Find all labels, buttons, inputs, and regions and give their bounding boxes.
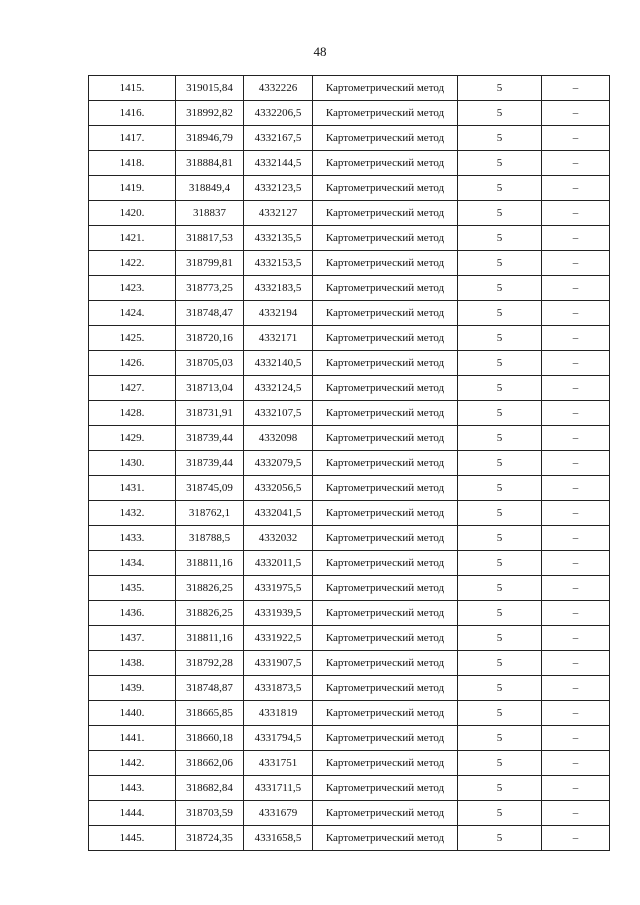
table-row: [89, 401, 610, 426]
x-coordinate-cell: 318739,44: [176, 451, 244, 476]
accuracy-cell: 5: [458, 426, 542, 451]
note-cell: –: [542, 526, 610, 551]
x-coordinate-cell: 318826,25: [176, 576, 244, 601]
accuracy-cell: 5: [458, 476, 542, 501]
note-cell: –: [542, 651, 610, 676]
method-cell: Картометрический метод: [313, 601, 458, 626]
method-cell: Картометрический метод: [313, 626, 458, 651]
note-cell: –: [542, 126, 610, 151]
table-row: [89, 551, 610, 576]
x-coordinate-cell: 318662,06: [176, 751, 244, 776]
y-coordinate-cell: 4332056,5: [244, 476, 313, 501]
x-coordinate-cell: 318811,16: [176, 551, 244, 576]
method-cell: Картометрический метод: [313, 101, 458, 126]
method-cell: Картометрический метод: [313, 501, 458, 526]
table-row: [89, 826, 610, 851]
point-number-cell: 1426.: [89, 351, 176, 376]
y-coordinate-cell: 4331711,5: [244, 776, 313, 801]
y-coordinate-cell: 4332171: [244, 326, 313, 351]
x-coordinate-cell: 319015,84: [176, 76, 244, 101]
table-row: [89, 626, 610, 651]
table-row: [89, 151, 610, 176]
method-cell: Картометрический метод: [313, 351, 458, 376]
point-number-cell: 1444.: [89, 801, 176, 826]
note-cell: –: [542, 601, 610, 626]
table-row: [89, 201, 610, 226]
y-coordinate-cell: 4332123,5: [244, 176, 313, 201]
table-row: [89, 326, 610, 351]
accuracy-cell: 5: [458, 201, 542, 226]
accuracy-cell: 5: [458, 101, 542, 126]
note-cell: –: [542, 751, 610, 776]
accuracy-cell: 5: [458, 151, 542, 176]
table-row: [89, 251, 610, 276]
x-coordinate-cell: 318946,79: [176, 126, 244, 151]
note-cell: –: [542, 801, 610, 826]
x-coordinate-cell: 318992,82: [176, 101, 244, 126]
note-cell: –: [542, 176, 610, 201]
accuracy-cell: 5: [458, 451, 542, 476]
table-row: [89, 101, 610, 126]
x-coordinate-cell: 318703,59: [176, 801, 244, 826]
y-coordinate-cell: 4332153,5: [244, 251, 313, 276]
point-number-cell: 1434.: [89, 551, 176, 576]
accuracy-cell: 5: [458, 76, 542, 101]
y-coordinate-cell: 4331939,5: [244, 601, 313, 626]
y-coordinate-cell: 4332135,5: [244, 226, 313, 251]
accuracy-cell: 5: [458, 676, 542, 701]
accuracy-cell: 5: [458, 501, 542, 526]
accuracy-cell: 5: [458, 226, 542, 251]
method-cell: Картометрический метод: [313, 226, 458, 251]
y-coordinate-cell: 4332107,5: [244, 401, 313, 426]
method-cell: Картометрический метод: [313, 726, 458, 751]
table-row: [89, 76, 610, 101]
x-coordinate-cell: 318811,16: [176, 626, 244, 651]
x-coordinate-cell: 318748,87: [176, 676, 244, 701]
y-coordinate-cell: 4332127: [244, 201, 313, 226]
x-coordinate-cell: 318713,04: [176, 376, 244, 401]
y-coordinate-cell: 4331975,5: [244, 576, 313, 601]
accuracy-cell: 5: [458, 626, 542, 651]
x-coordinate-cell: 318773,25: [176, 276, 244, 301]
point-number-cell: 1431.: [89, 476, 176, 501]
point-number-cell: 1420.: [89, 201, 176, 226]
x-coordinate-cell: 318826,25: [176, 601, 244, 626]
y-coordinate-cell: 4332011,5: [244, 551, 313, 576]
note-cell: –: [542, 226, 610, 251]
x-coordinate-cell: 318660,18: [176, 726, 244, 751]
method-cell: Картометрический метод: [313, 651, 458, 676]
x-coordinate-cell: 318799,81: [176, 251, 244, 276]
table-row: [89, 751, 610, 776]
note-cell: –: [542, 826, 610, 851]
method-cell: Картометрический метод: [313, 151, 458, 176]
method-cell: Картометрический метод: [313, 401, 458, 426]
y-coordinate-cell: 4331751: [244, 751, 313, 776]
page-number: 48: [313, 44, 327, 59]
y-coordinate-cell: 4331819: [244, 701, 313, 726]
note-cell: –: [542, 626, 610, 651]
accuracy-cell: 5: [458, 126, 542, 151]
table-row: [89, 676, 610, 701]
note-cell: –: [542, 101, 610, 126]
point-number-cell: 1445.: [89, 826, 176, 851]
method-cell: Картометрический метод: [313, 476, 458, 501]
y-coordinate-cell: 4332183,5: [244, 276, 313, 301]
note-cell: –: [542, 351, 610, 376]
table-row: [89, 226, 610, 251]
accuracy-cell: 5: [458, 651, 542, 676]
x-coordinate-cell: 318745,09: [176, 476, 244, 501]
y-coordinate-cell: 4332167,5: [244, 126, 313, 151]
accuracy-cell: 5: [458, 326, 542, 351]
method-cell: Картометрический метод: [313, 201, 458, 226]
y-coordinate-cell: 4331679: [244, 801, 313, 826]
method-cell: Картометрический метод: [313, 701, 458, 726]
point-number-cell: 1437.: [89, 626, 176, 651]
accuracy-cell: 5: [458, 276, 542, 301]
y-coordinate-cell: 4332140,5: [244, 351, 313, 376]
note-cell: –: [542, 476, 610, 501]
method-cell: Картометрический метод: [313, 551, 458, 576]
note-cell: –: [542, 401, 610, 426]
note-cell: –: [542, 551, 610, 576]
table-row: [89, 576, 610, 601]
y-coordinate-cell: 4332079,5: [244, 451, 313, 476]
x-coordinate-cell: 318762,1: [176, 501, 244, 526]
point-number-cell: 1441.: [89, 726, 176, 751]
method-cell: Картометрический метод: [313, 251, 458, 276]
point-number-cell: 1438.: [89, 651, 176, 676]
method-cell: Картометрический метод: [313, 126, 458, 151]
y-coordinate-cell: 4331907,5: [244, 651, 313, 676]
point-number-cell: 1439.: [89, 676, 176, 701]
method-cell: Картометрический метод: [313, 276, 458, 301]
x-coordinate-cell: 318705,03: [176, 351, 244, 376]
x-coordinate-cell: 318682,84: [176, 776, 244, 801]
point-number-cell: 1432.: [89, 501, 176, 526]
method-cell: Картометрический метод: [313, 801, 458, 826]
accuracy-cell: 5: [458, 576, 542, 601]
x-coordinate-cell: 318720,16: [176, 326, 244, 351]
note-cell: –: [542, 426, 610, 451]
method-cell: Картометрический метод: [313, 176, 458, 201]
note-cell: –: [542, 326, 610, 351]
x-coordinate-cell: 318724,35: [176, 826, 244, 851]
table-row: [89, 451, 610, 476]
accuracy-cell: 5: [458, 776, 542, 801]
accuracy-cell: 5: [458, 401, 542, 426]
method-cell: Картометрический метод: [313, 326, 458, 351]
y-coordinate-cell: 4331922,5: [244, 626, 313, 651]
y-coordinate-cell: 4332098: [244, 426, 313, 451]
accuracy-cell: 5: [458, 701, 542, 726]
note-cell: –: [542, 301, 610, 326]
point-number-cell: 1425.: [89, 326, 176, 351]
accuracy-cell: 5: [458, 601, 542, 626]
x-coordinate-cell: 318748,47: [176, 301, 244, 326]
x-coordinate-cell: 318739,44: [176, 426, 244, 451]
note-cell: –: [542, 251, 610, 276]
point-number-cell: 1435.: [89, 576, 176, 601]
x-coordinate-cell: 318792,28: [176, 651, 244, 676]
note-cell: –: [542, 701, 610, 726]
point-number-cell: 1427.: [89, 376, 176, 401]
method-cell: Картометрический метод: [313, 676, 458, 701]
x-coordinate-cell: 318849,4: [176, 176, 244, 201]
x-coordinate-cell: 318665,85: [176, 701, 244, 726]
point-number-cell: 1417.: [89, 126, 176, 151]
y-coordinate-cell: 4332032: [244, 526, 313, 551]
note-cell: –: [542, 451, 610, 476]
point-number-cell: 1424.: [89, 301, 176, 326]
point-number-cell: 1430.: [89, 451, 176, 476]
y-coordinate-cell: 4331794,5: [244, 726, 313, 751]
accuracy-cell: 5: [458, 801, 542, 826]
note-cell: –: [542, 76, 610, 101]
x-coordinate-cell: 318837: [176, 201, 244, 226]
coordinates-table: [88, 75, 610, 851]
note-cell: –: [542, 201, 610, 226]
accuracy-cell: 5: [458, 376, 542, 401]
table-row: [89, 651, 610, 676]
point-number-cell: 1440.: [89, 701, 176, 726]
x-coordinate-cell: 318817,53: [176, 226, 244, 251]
table-row: [89, 476, 610, 501]
accuracy-cell: 5: [458, 726, 542, 751]
point-number-cell: 1423.: [89, 276, 176, 301]
y-coordinate-cell: 4332206,5: [244, 101, 313, 126]
note-cell: –: [542, 276, 610, 301]
table-row: [89, 501, 610, 526]
x-coordinate-cell: 318731,91: [176, 401, 244, 426]
accuracy-cell: 5: [458, 351, 542, 376]
table-row: [89, 701, 610, 726]
point-number-cell: 1415.: [89, 76, 176, 101]
y-coordinate-cell: 4332144,5: [244, 151, 313, 176]
note-cell: –: [542, 776, 610, 801]
x-coordinate-cell: 318788,5: [176, 526, 244, 551]
method-cell: Картометрический метод: [313, 826, 458, 851]
table-row: [89, 526, 610, 551]
method-cell: Картометрический метод: [313, 776, 458, 801]
table-row: [89, 426, 610, 451]
method-cell: Картометрический метод: [313, 301, 458, 326]
y-coordinate-cell: 4332194: [244, 301, 313, 326]
accuracy-cell: 5: [458, 551, 542, 576]
table-row: [89, 801, 610, 826]
point-number-cell: 1443.: [89, 776, 176, 801]
coordinates-table-body: [89, 76, 610, 851]
y-coordinate-cell: 4332124,5: [244, 376, 313, 401]
table-row: [89, 301, 610, 326]
accuracy-cell: 5: [458, 301, 542, 326]
accuracy-cell: 5: [458, 251, 542, 276]
y-coordinate-cell: 4331873,5: [244, 676, 313, 701]
point-number-cell: 1419.: [89, 176, 176, 201]
table-row: [89, 726, 610, 751]
accuracy-cell: 5: [458, 526, 542, 551]
point-number-cell: 1416.: [89, 101, 176, 126]
accuracy-cell: 5: [458, 176, 542, 201]
note-cell: –: [542, 576, 610, 601]
method-cell: Картометрический метод: [313, 451, 458, 476]
point-number-cell: 1436.: [89, 601, 176, 626]
note-cell: –: [542, 151, 610, 176]
point-number-cell: 1422.: [89, 251, 176, 276]
method-cell: Картометрический метод: [313, 576, 458, 601]
x-coordinate-cell: 318884,81: [176, 151, 244, 176]
point-number-cell: 1418.: [89, 151, 176, 176]
table-row: [89, 601, 610, 626]
note-cell: –: [542, 726, 610, 751]
point-number-cell: 1421.: [89, 226, 176, 251]
method-cell: Картометрический метод: [313, 751, 458, 776]
y-coordinate-cell: 4331658,5: [244, 826, 313, 851]
note-cell: –: [542, 676, 610, 701]
method-cell: Картометрический метод: [313, 426, 458, 451]
point-number-cell: 1433.: [89, 526, 176, 551]
point-number-cell: 1442.: [89, 751, 176, 776]
point-number-cell: 1429.: [89, 426, 176, 451]
table-row: [89, 376, 610, 401]
y-coordinate-cell: 4332226: [244, 76, 313, 101]
table-row: [89, 176, 610, 201]
method-cell: Картометрический метод: [313, 376, 458, 401]
note-cell: –: [542, 376, 610, 401]
accuracy-cell: 5: [458, 826, 542, 851]
method-cell: Картометрический метод: [313, 526, 458, 551]
table-row: [89, 276, 610, 301]
accuracy-cell: 5: [458, 751, 542, 776]
table-row: [89, 776, 610, 801]
note-cell: –: [542, 501, 610, 526]
point-number-cell: 1428.: [89, 401, 176, 426]
table-row: [89, 351, 610, 376]
method-cell: Картометрический метод: [313, 76, 458, 101]
table-row: [89, 126, 610, 151]
y-coordinate-cell: 4332041,5: [244, 501, 313, 526]
